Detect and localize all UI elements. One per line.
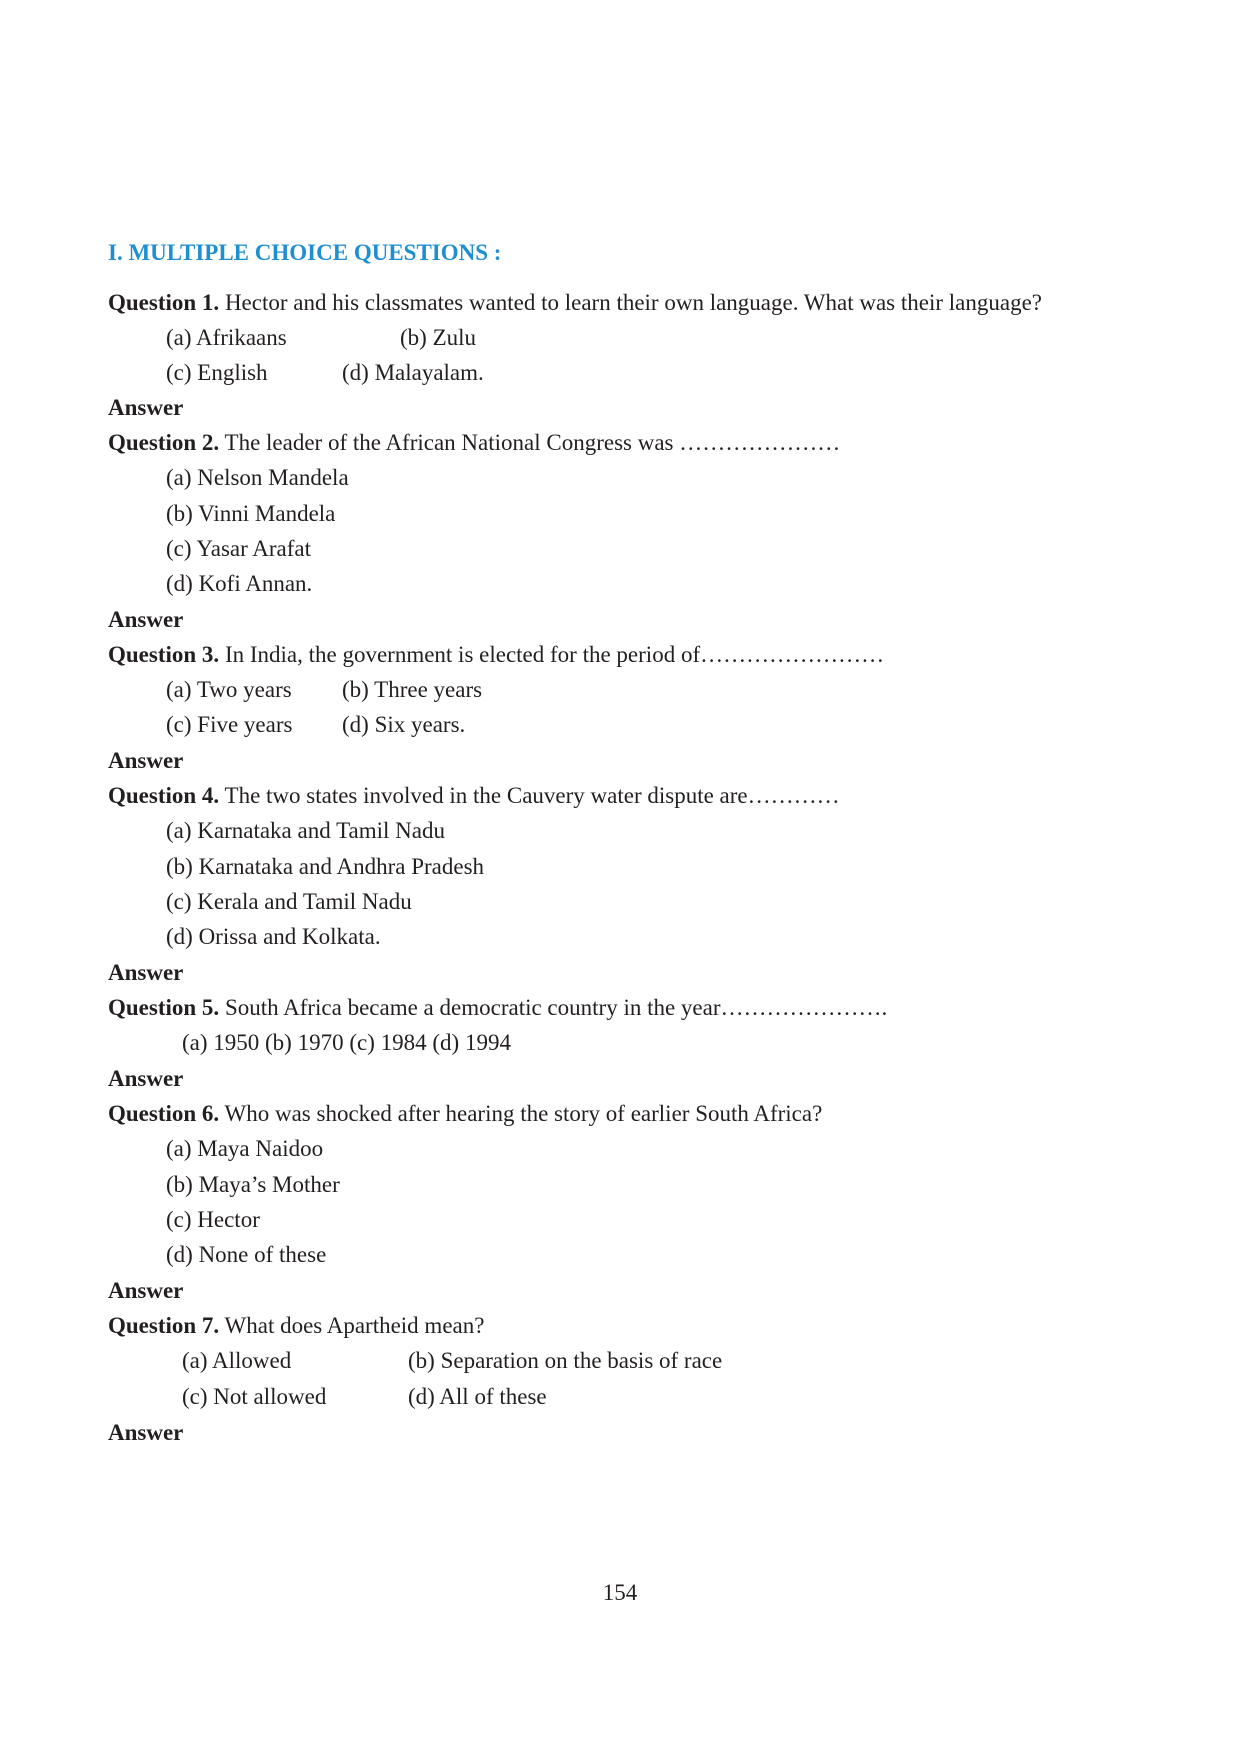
option: (d) Malayalam.	[342, 360, 484, 385]
option: (a) Nelson Mandela	[166, 465, 349, 490]
question-6	[108, 1099, 822, 1129]
question-text: In India, the government is elected for the period of……………………	[219, 642, 885, 667]
option: (b) Zulu	[400, 325, 477, 350]
option: (d) None of these	[166, 1242, 327, 1267]
question-text: Hector and his classmates wanted to learn their own language. What was their language?	[219, 290, 1042, 315]
option: (c) Yasar Arafat	[166, 536, 311, 561]
section-title: I. MULTIPLE CHOICE QUESTIONS :	[108, 240, 502, 265]
option: (b) Maya’s Mother	[166, 1172, 340, 1197]
answer-label: Answer	[108, 1420, 184, 1445]
question-text: What does Apartheid mean?	[219, 1313, 485, 1338]
question-1	[108, 288, 1042, 318]
option: (d) All of these	[408, 1384, 547, 1409]
question-number: Question 1.	[108, 290, 220, 315]
answer-label: Answer	[108, 1066, 184, 1091]
option: (b) Three years	[342, 677, 483, 702]
answer-label: Answer	[108, 748, 184, 773]
option: (b) Karnataka and Andhra Pradesh	[166, 854, 485, 879]
answer-label: Answer	[108, 607, 184, 632]
answer-label: Answer	[108, 395, 184, 420]
option: (d) Six years.	[342, 712, 466, 737]
option: (c) Not allowed	[182, 1384, 327, 1409]
question-number: Question 5.	[108, 995, 220, 1020]
option: (a) Karnataka and Tamil Nadu	[166, 818, 445, 843]
question-text: South Africa became a democratic country in the year………………….	[219, 995, 888, 1020]
option: (c) Hector	[166, 1207, 260, 1232]
option: (c) Kerala and Tamil Nadu	[166, 889, 412, 914]
option: (c) English	[166, 360, 268, 385]
question-number: Question 7.	[108, 1313, 220, 1338]
option: (a) Maya Naidoo	[166, 1136, 324, 1161]
option: (a) Two years	[166, 677, 292, 702]
question-number: Question 6.	[108, 1101, 220, 1126]
option: (a) Allowed	[182, 1348, 292, 1373]
option: (a) 1950 (b) 1970 (c) 1984 (d) 1994	[182, 1030, 511, 1055]
question-3	[108, 640, 884, 670]
option: (b) Vinni Mandela	[166, 501, 336, 526]
question-2	[108, 428, 840, 458]
question-5	[108, 993, 887, 1023]
option: (a) Afrikaans	[166, 325, 287, 350]
answer-label: Answer	[108, 1278, 184, 1303]
option: (b) Separation on the basis of race	[408, 1348, 723, 1373]
question-text: Who was shocked after hearing the story of earlier South Africa?	[219, 1101, 823, 1126]
question-text: The leader of the African National Congress was …………………	[219, 430, 841, 455]
question-7	[108, 1311, 484, 1341]
question-number: Question 4.	[108, 783, 220, 808]
page-number: 154	[602, 1580, 638, 1605]
option: (c) Five years	[166, 712, 293, 737]
question-text: The two states involved in the Cauvery water dispute are…………	[219, 783, 840, 808]
question-4	[108, 781, 840, 811]
answer-label: Answer	[108, 960, 184, 985]
option: (d) Orissa and Kolkata.	[166, 924, 381, 949]
option: (d) Kofi Annan.	[166, 571, 313, 596]
question-number: Question 2.	[108, 430, 220, 455]
question-number: Question 3.	[108, 642, 220, 667]
